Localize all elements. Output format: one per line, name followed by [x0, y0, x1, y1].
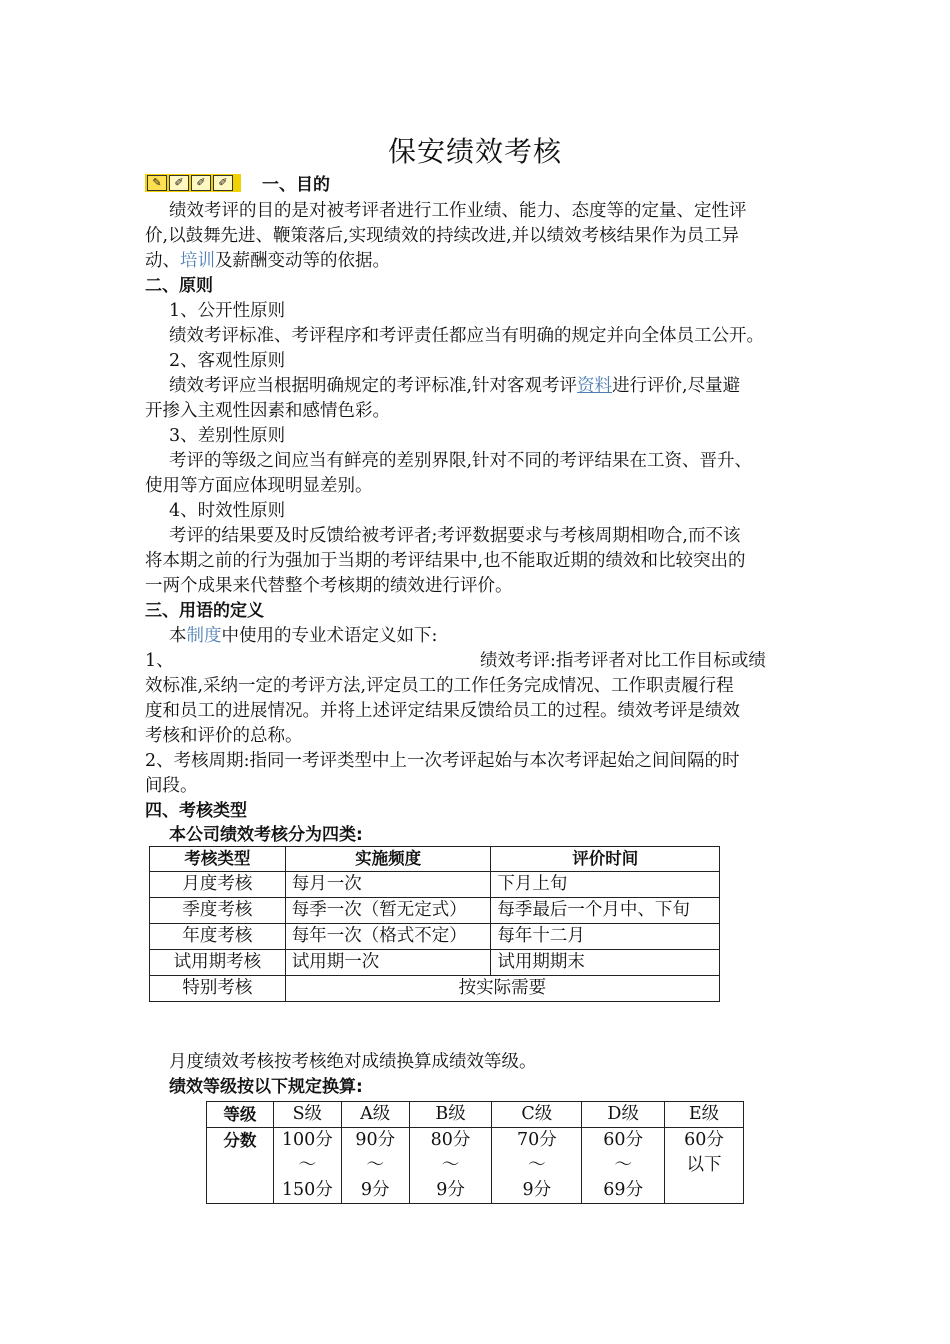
- score-text: 60分: [684, 1130, 724, 1150]
- paragraph-line: 效标准,采纳一定的考评方法,评定员工的工作任务完成情况、工作职责履行程: [145, 676, 734, 696]
- table-cell: 每季一次（暂无定式）: [285, 898, 491, 924]
- score-text: 9分: [360, 1180, 390, 1200]
- paragraph-line: 绩效考评的目的是对被考评者进行工作业绩、能力、态度等的定量、定性评: [169, 201, 747, 221]
- score-cell: [665, 1128, 744, 1204]
- paragraph-line: 月度绩效考核按考核绝对成绩换算成绩效等级。: [169, 1052, 537, 1072]
- table-header: 评价时间: [491, 847, 720, 872]
- document-title: 保安绩效考核: [387, 135, 562, 168]
- paragraph-line: 度和员工的进展情况。并将上述评定结果反馈给员工的过程。绩效考评是绩效: [145, 701, 740, 721]
- score-text: 90分: [355, 1130, 396, 1150]
- score-text: 70分: [516, 1130, 557, 1150]
- score-text: ～: [528, 1155, 546, 1175]
- subheading: 2、客观性原则: [169, 351, 286, 371]
- paragraph-line: 绩效考评:指考评者对比工作目标或绩: [480, 651, 766, 671]
- paragraph-line: 2、考核周期:指同一考评类型中上一次考评起始与本次考评起始之间间隔的时: [145, 751, 740, 771]
- table-row: [150, 950, 720, 976]
- score-text: 69分: [603, 1180, 644, 1200]
- link-system[interactable]: 制度: [186, 626, 222, 646]
- text-span: 中使用的专业术语定义如下:: [221, 626, 438, 646]
- edit-icon: ✐: [213, 175, 233, 191]
- paragraph-line: 考评的结果要及时反馈给被考评者;考评数据要求与考核周期相吻合,而不该: [169, 526, 741, 546]
- table-cell: 每月一次: [285, 872, 491, 898]
- table-row: [150, 976, 720, 1002]
- table-row: [150, 872, 720, 898]
- score-text: ～: [441, 1155, 460, 1175]
- section-heading-purpose: 一、目的: [262, 175, 330, 195]
- definition-number: 1、: [145, 651, 174, 671]
- score-row: [207, 1128, 744, 1204]
- paragraph-line: 绩效考评标准、考评程序和考评责任都应当有明确的规定并向全体员工公开。: [169, 326, 764, 346]
- table-row: [150, 924, 720, 950]
- grade-cell: S级: [273, 1102, 341, 1128]
- table-intro: 本公司绩效考核分为四类:: [169, 825, 363, 845]
- grade-cell: A级: [341, 1102, 409, 1128]
- assessment-type-table: [149, 846, 720, 1002]
- score-cell: [341, 1128, 409, 1204]
- table-header: 实施频度: [285, 847, 491, 872]
- subheading: 3、差别性原则: [169, 426, 286, 446]
- paragraph-line: 将本期之前的行为强加于当期的考评结果中,也不能取近期的绩效和比较突出的: [145, 551, 746, 571]
- table-cell: 月度考核: [150, 872, 286, 898]
- score-cell: [273, 1128, 341, 1204]
- subheading: 1、公开性原则: [169, 301, 286, 321]
- paragraph-line: 开掺入主观性因素和感情色彩。: [145, 401, 390, 421]
- table-row: [150, 898, 720, 924]
- table-header-row: [150, 847, 720, 872]
- paragraph-line: 价,以鼓舞先进、鞭策落后,实现绩效的持续改进,并以绩效考核结果作为员工异: [145, 226, 740, 246]
- grade-intro: 绩效等级按以下规定换算:: [169, 1077, 363, 1097]
- score-text: ～: [614, 1155, 632, 1175]
- table-cell: 特别考核: [150, 976, 286, 1002]
- table-cell: 每年十二月: [491, 924, 720, 950]
- section-heading-definitions: 三、用语的定义: [145, 601, 264, 621]
- table-cell: 试用期期末: [491, 950, 720, 976]
- edit-icon: ✐: [169, 175, 189, 191]
- score-cell: [492, 1128, 582, 1204]
- text-span: 动、: [145, 251, 180, 271]
- score-text: 60分: [603, 1130, 644, 1150]
- table-cell: 每年一次（格式不定）: [285, 924, 491, 950]
- grade-label: 等级: [207, 1102, 274, 1128]
- text-span: 及薪酬变动等的依据。: [215, 251, 390, 271]
- table-cell: 按实际需要: [285, 976, 719, 1002]
- table-cell: 每季最后一个月中、下旬: [491, 898, 720, 924]
- subheading: 4、时效性原则: [169, 501, 286, 521]
- paragraph-line: 考评的等级之间应当有鲜亮的差别界限,针对不同的考评结果在工资、晋升、: [169, 451, 753, 471]
- grade-row: [207, 1102, 744, 1128]
- score-cell: [409, 1128, 492, 1204]
- paragraph-line: 使用等方面应体现明显差别。: [145, 476, 373, 496]
- paragraph-line: 一两个成果来代替整个考核期的绩效进行评价。: [145, 576, 513, 596]
- score-text: 9分: [522, 1180, 552, 1200]
- table-cell: 季度考核: [150, 898, 286, 924]
- doc-icon: ✎: [147, 175, 167, 191]
- table-cell: 试用期考核: [150, 950, 286, 976]
- paragraph-line: [169, 374, 740, 399]
- score-text: 150分: [281, 1180, 333, 1200]
- score-text: 以下: [686, 1155, 722, 1175]
- grade-cell: E级: [665, 1102, 744, 1128]
- text-span: 绩效考评应当根据明确规定的考评标准,针对客观考评: [169, 376, 578, 396]
- grade-cell: C级: [492, 1102, 582, 1128]
- paragraph-line: 间段。: [145, 776, 198, 796]
- score-text: 9分: [436, 1180, 465, 1200]
- score-label: 分数: [207, 1128, 274, 1204]
- paragraph-line: [169, 624, 437, 649]
- score-cell: [582, 1128, 665, 1204]
- paragraph-line: [145, 249, 390, 274]
- score-text: 100分: [281, 1130, 333, 1150]
- text-span: 本: [169, 626, 187, 646]
- score-text: ～: [298, 1155, 317, 1175]
- grade-cell: D级: [582, 1102, 665, 1128]
- table-cell: 试用期一次: [285, 950, 491, 976]
- paragraph-line: 考核和评价的总称。: [145, 726, 303, 746]
- grade-table: [206, 1101, 744, 1204]
- edit-icon: ✐: [191, 175, 211, 191]
- table-cell: 年度考核: [150, 924, 286, 950]
- grade-cell: B级: [409, 1102, 492, 1128]
- link-training[interactable]: 培训: [180, 251, 215, 271]
- section-heading-principles: 二、原则: [145, 276, 213, 296]
- text-span: 进行评价,尽量避: [612, 376, 741, 396]
- section-heading-types: 四、考核类型: [145, 801, 247, 821]
- table-header: 考核类型: [150, 847, 286, 872]
- score-text: 80分: [430, 1130, 471, 1150]
- table-cell: 下月上旬: [491, 872, 720, 898]
- icon-toolbar: [145, 174, 241, 192]
- score-text: ～: [366, 1155, 384, 1175]
- link-materials[interactable]: 资料: [577, 376, 613, 396]
